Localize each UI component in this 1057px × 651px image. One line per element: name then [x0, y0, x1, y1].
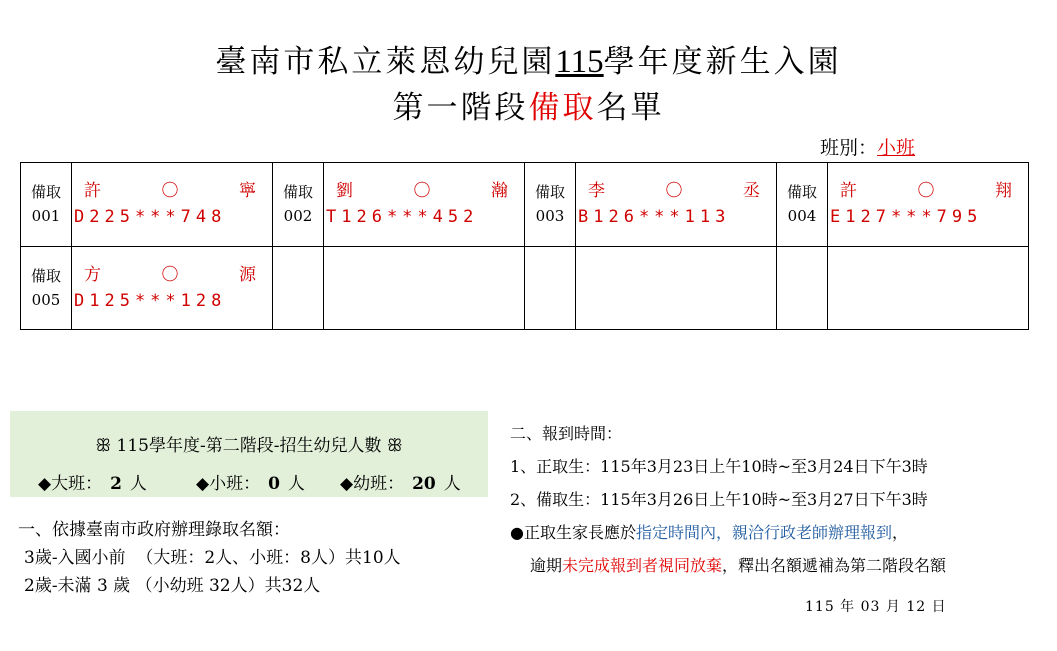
name-surname: 許: [84, 181, 101, 202]
student-name: [324, 178, 524, 204]
student-name: [72, 178, 272, 204]
waitlist-name-cell: [828, 163, 1029, 247]
waitlist-number-cell: [777, 163, 828, 247]
butterfly-icon: ꕥ: [95, 436, 112, 456]
empty-cell: [273, 246, 324, 330]
empty-cell: [576, 246, 777, 330]
name-mask: 〇: [917, 181, 935, 202]
phase2-item: [38, 469, 196, 494]
report-line: 1、正取生：115年3月23日上午10時~至3月24日下午3時: [510, 457, 928, 476]
waitlist-label: 備取: [786, 183, 817, 202]
waitlist-label: 備取: [30, 183, 61, 202]
note-text: 逾期: [530, 556, 563, 575]
waitlist-number-cell: [21, 246, 72, 330]
class-value: 小班: [877, 137, 916, 159]
note-highlight: 指定時間內，親洽行政老師辦理報到: [635, 523, 892, 542]
waitlist-number-cell: [525, 163, 576, 247]
title-year: 115: [555, 44, 604, 80]
class-label: 班別：: [820, 137, 878, 159]
subtitle-list: 名單: [596, 90, 665, 126]
phase2-title: [10, 431, 488, 456]
name-given: 源: [239, 264, 256, 285]
waitlist-label: 備取: [282, 183, 313, 202]
phase2-label: 大班：: [51, 474, 103, 494]
report-note: [510, 516, 946, 549]
name-mask: 〇: [665, 181, 683, 202]
waitlist-no: 001: [31, 207, 61, 226]
name-mask: 〇: [161, 264, 179, 285]
phase2-unit: 人: [443, 474, 461, 494]
name-surname: 方: [84, 264, 101, 285]
name-mask: 〇: [413, 181, 431, 202]
name-mask: 〇: [161, 181, 179, 202]
name-surname: 李: [588, 181, 605, 202]
class-info: [820, 135, 915, 161]
quota-line: 2歲-未滿 3 歲 （小幼班 32人）共32人: [24, 576, 321, 596]
phase2-count: 2: [110, 474, 122, 494]
phase2-count: 0: [268, 474, 280, 494]
phase2-label: 幼班：: [353, 474, 405, 494]
waitlist-label: 備取: [30, 266, 61, 285]
student-id: T126***452: [326, 207, 479, 228]
phase2-unit: 人: [129, 474, 147, 494]
report-section: [510, 417, 946, 582]
waitlist-no: 004: [787, 207, 817, 226]
phase2-quota-box: [10, 411, 488, 497]
student-id: B126***113: [578, 207, 731, 228]
report-heading: 二、報到時間：: [510, 424, 623, 443]
empty-cell: [324, 246, 525, 330]
diamond-bullet-icon: ◆: [196, 474, 210, 494]
student-name: [828, 178, 1028, 204]
waitlist-number-cell: [21, 163, 72, 247]
empty-cell: [777, 246, 828, 330]
note-text: ●正取生家長應於: [510, 523, 636, 542]
name-given: 寧: [239, 181, 256, 202]
title-suffix: 學年度新生入園: [603, 44, 842, 80]
waitlist-table: [20, 162, 1029, 330]
note-text: ，釋出名額遞補為第二階段名額: [722, 556, 947, 575]
student-id: D125***128: [74, 290, 227, 311]
name-given: 丞: [743, 181, 760, 202]
title-school: 臺南市私立萊恩幼兒園: [215, 44, 556, 80]
page-title: [0, 42, 1057, 82]
note-highlight: 未完成報到者視同放棄: [562, 556, 723, 575]
waitlist-name-cell: [72, 163, 273, 247]
butterfly-icon: ꕥ: [386, 436, 403, 456]
subtitle-highlight: 備取: [528, 90, 597, 126]
phase2-unit: 人: [287, 474, 305, 494]
waitlist-no: 005: [31, 290, 61, 309]
quota-heading: 一、依據臺南市政府辦理錄取名額：: [18, 520, 290, 540]
page-subtitle: [0, 88, 1057, 128]
empty-cell: [828, 246, 1029, 330]
table-row: [21, 246, 1029, 330]
waitlist-label: 備取: [534, 183, 565, 202]
subtitle-phase: 第一階段: [392, 90, 529, 126]
diamond-bullet-icon: ◆: [340, 474, 354, 494]
waitlist-no: 003: [535, 207, 565, 226]
issue-date: 115 年 03 月 12 日: [805, 599, 947, 615]
name-surname: 劉: [336, 181, 353, 202]
quota-line: 3歲-入國小前 （大班：2人、小班：8人）共10人: [24, 548, 401, 568]
empty-cell: [525, 246, 576, 330]
phase2-count: 20: [412, 474, 436, 494]
phase2-label: 小班：: [209, 474, 261, 494]
phase2-counts: [38, 469, 461, 494]
name-given: 翔: [995, 181, 1012, 202]
student-id: D225***748: [74, 207, 227, 228]
table-row: [21, 163, 1029, 247]
waitlist-number-cell: [273, 163, 324, 247]
report-line: 2、備取生：115年3月26日上午10時~至3月27日下午3時: [510, 490, 928, 509]
waitlist-name-cell: [72, 246, 273, 330]
phase2-item: [196, 469, 340, 494]
waitlist-name-cell: [324, 163, 525, 247]
waitlist-no: 002: [283, 207, 313, 226]
student-id: E127***795: [830, 207, 983, 228]
phase2-item: [340, 469, 461, 494]
diamond-bullet-icon: ◆: [38, 474, 52, 494]
name-given: 瀚: [491, 181, 508, 202]
waitlist-name-cell: [576, 163, 777, 247]
student-name: [72, 262, 272, 288]
phase2-title-text: 115學年度-第二階段-招生幼兒人數: [116, 436, 382, 456]
report-note: [510, 549, 946, 582]
name-surname: 許: [840, 181, 857, 202]
quota-section: [18, 516, 401, 600]
student-name: [576, 178, 776, 204]
note-text: ，: [891, 523, 908, 542]
